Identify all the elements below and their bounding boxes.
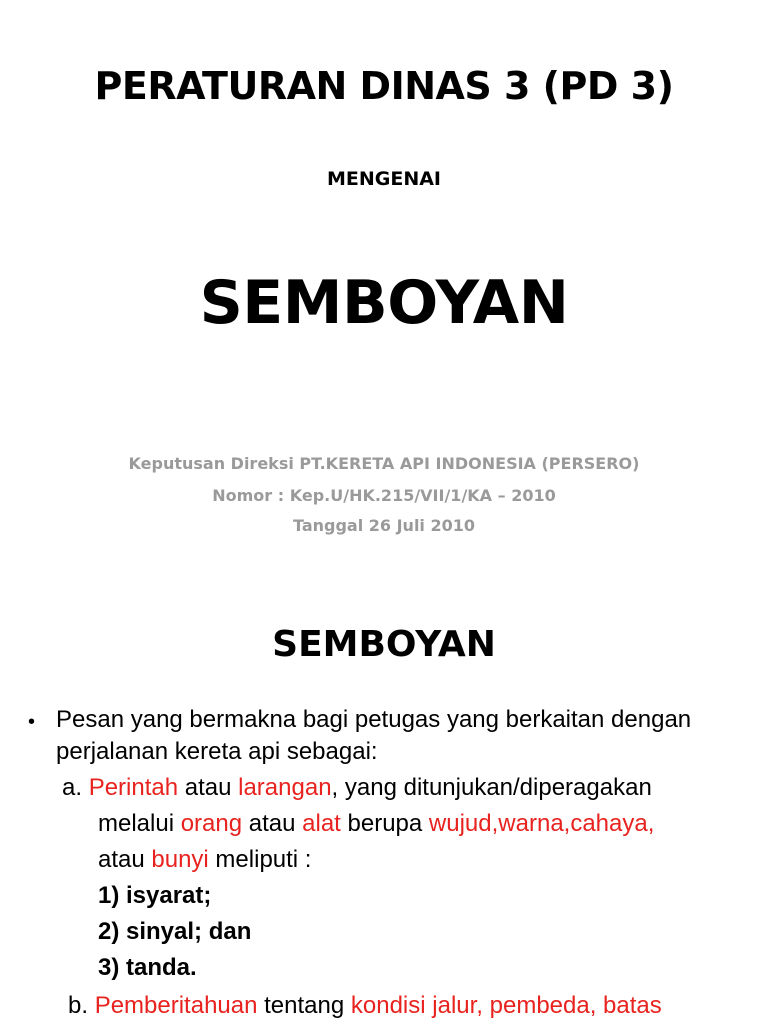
bullet-text-line-1: Pesan yang bermakna bagi petugas yang berkaitan dengan	[56, 706, 692, 733]
subitem-isyarat: 1) isyarat;	[98, 882, 212, 909]
text-atau-2: atau	[242, 810, 303, 837]
keyword-larangan: larangan	[238, 774, 332, 801]
subitem-sinyal: 2) sinyal; dan	[98, 918, 252, 945]
item-a-line-1	[62, 772, 652, 804]
keyword-orang: orang	[180, 810, 243, 837]
bullet-marker: •	[28, 711, 36, 733]
item-b-line-1	[68, 990, 662, 1022]
keyword-perintah: Perintah	[88, 774, 179, 801]
number-line: Nomor : Kep.U/HK.215/VII/1/KA – 2010	[212, 486, 556, 505]
slide-subtitle: MENGENAI	[326, 168, 442, 190]
keyword-pemberitahuan: Pemberitahuan	[94, 992, 258, 1019]
bullet-text-line-2: perjalanan kereta api sebagai:	[56, 738, 378, 765]
item-a-line-2	[98, 808, 654, 840]
text-melalui: melalui	[98, 810, 181, 837]
item-a-prefix: a.	[62, 774, 89, 801]
content-slide	[0, 576, 768, 1024]
keyword-bunyi: bunyi	[151, 846, 209, 873]
subitem-tanda: 3) tanda.	[98, 954, 197, 981]
item-b-prefix: b.	[68, 992, 95, 1019]
text-ditunjukan: , yang ditunjukan/diperagakan	[331, 774, 652, 801]
date-line: Tanggal 26 Juli 2010	[292, 516, 476, 535]
keyword-alat: alat	[302, 810, 341, 837]
text-atau: atau	[178, 774, 239, 801]
decree-line: Keputusan Direksi PT.KERETA API INDONESIA (PERSERO)	[128, 454, 640, 473]
keyword-wujud-warna-cahaya: wujud,warna,cahaya,	[428, 810, 655, 837]
slide-title: PERATURAN DINAS 3 (PD 3)	[94, 64, 674, 108]
item-a-line-3	[98, 844, 311, 876]
slide-main-title: SEMBOYAN	[199, 268, 569, 338]
text-meliputi: meliputi :	[208, 846, 312, 873]
text-atau-3: atau	[98, 846, 152, 873]
text-berupa: berupa	[340, 810, 429, 837]
text-tentang: tentang	[257, 992, 351, 1019]
keyword-kondisi-jalur: kondisi jalur, pembeda, batas	[350, 992, 662, 1019]
content-slide-title: SEMBOYAN	[272, 624, 496, 665]
